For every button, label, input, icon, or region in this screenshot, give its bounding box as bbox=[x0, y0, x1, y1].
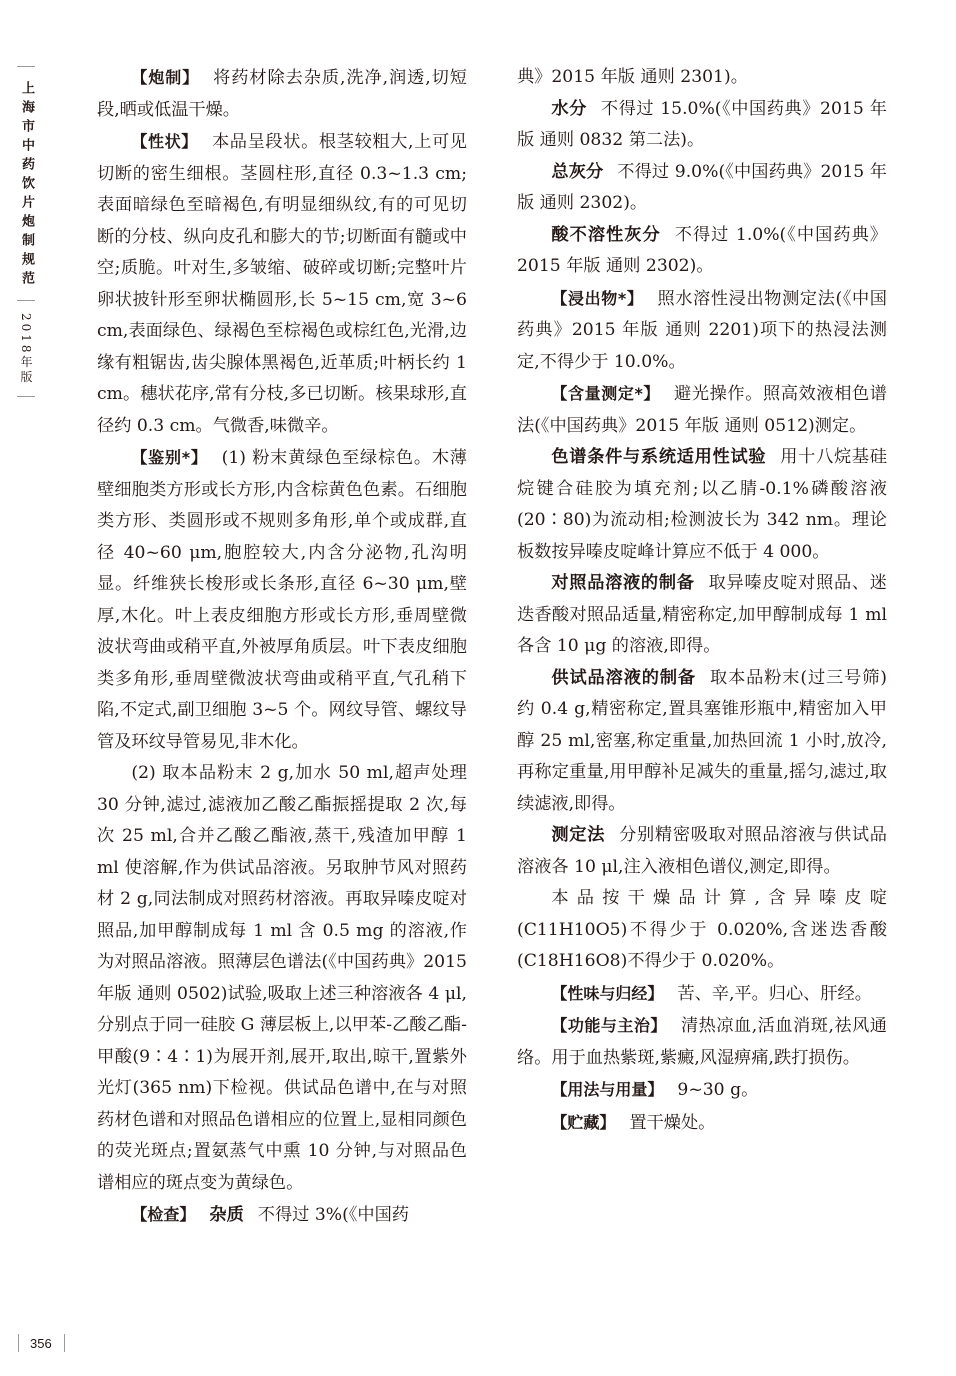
paragraph-processing bbox=[97, 62, 467, 126]
paragraph-text: 置干燥处。 bbox=[629, 1112, 716, 1133]
divider bbox=[17, 300, 35, 301]
section-heading: 【性味与归经】 bbox=[551, 983, 664, 1003]
sub-heading: 色谱条件与系统适用性试验 bbox=[551, 447, 767, 467]
paragraph-continued: 典》2015 年版 通则 2301)。 bbox=[517, 67, 748, 87]
sub-heading: 测定法 bbox=[551, 825, 606, 845]
paragraph-chromatography bbox=[517, 442, 887, 568]
book-title: 上海市中药饮片炮制规范 bbox=[19, 81, 34, 290]
paragraph-text: 取本品粉末(过三号筛)约 0.4 g,精密称定,置具塞锥形瓶中,精密加入甲醇 25 ml,密塞,称定重量,加热回流 1 小时,放冷,再称定重量,用甲醇补足减失的重量,摇匀,滤过,取续滤液,即得。 bbox=[517, 667, 887, 814]
paragraph-text: 将药材除去杂质,洗净,润透,切短段,晒或低温干燥。 bbox=[97, 68, 467, 120]
sub-heading: 对照品溶液的制备 bbox=[551, 573, 695, 593]
paragraph-test-solution bbox=[517, 663, 887, 821]
paragraph-text: 不得过 3%(《中国药 bbox=[257, 1205, 409, 1225]
paragraph-text: 不得过 9.0%(《中国药典》2015 年版 通则 2302)。 bbox=[517, 161, 887, 213]
divider bbox=[17, 66, 35, 67]
paragraph-text: 清热凉血,活血消斑,祛风通络。用于血热紫斑,紫癜,风湿痹痛,跌打损伤。 bbox=[517, 1016, 887, 1068]
paragraph-content: 本品按干燥品计算,含异嗪皮啶(C11H10O5)不得少于 0.020%,含迷迭香酸(C18H16O8)不得少于 0.020%。 bbox=[517, 888, 887, 971]
paragraph-storage bbox=[517, 1107, 887, 1140]
paragraph-text: 9~30 g。 bbox=[677, 1080, 759, 1100]
divider bbox=[17, 396, 35, 397]
right-column bbox=[517, 62, 887, 1139]
paragraph-text: 取异嗪皮啶对照品、迷迭香酸对照品适量,精密称定,加甲醇制成每 1 ml 各含 10 μg 的溶液,即得。 bbox=[517, 573, 887, 656]
paragraph-acid-ash bbox=[517, 220, 887, 283]
page-number: 356 bbox=[30, 1336, 52, 1351]
paragraph-text: 本品呈段状。根茎较粗大,上可见切断的密生细根。茎圆柱形,直径 0.3~1.3 cm;表面暗绿色至暗褐色,有明显细纵纹,有的可见切断的分枝、纵向皮孔和膨大的节;切断面有髓或中空;质脆。叶对生,多皱缩、破碎或切断;完整叶片卵状披针形至卵状椭圆形,长 5~15 cm,宽 3~6 cm,表面绿色、绿褐色至棕褐色或棕红色,光滑,边缘有粗锯齿,齿尖腺体黑褐色,近革质;叶柄长约 1 cm。穗状花序,常有分枝,多已切断。核果球形,直径约 0.3 cm。气微香,味微辛。 bbox=[97, 132, 467, 436]
paragraph-total-ash bbox=[517, 157, 887, 220]
running-header bbox=[14, 66, 38, 397]
section-heading: 【功能与主治】 bbox=[551, 1016, 667, 1035]
sub-heading: 总灰分 bbox=[551, 161, 604, 182]
paragraph-assay bbox=[517, 378, 887, 442]
sub-heading: 杂质 bbox=[209, 1205, 244, 1225]
paragraph-tlc: (2) 取本品粉末 2 g,加水 50 ml,超声处理 30 分钟,滤过,滤液加乙酸乙酯振摇提取 2 次,每次 25 ml,合并乙酸乙酯液,蒸干,残渣加甲醇 1 ml 使溶解,作为供试品溶液。另取肿节风对照药材 2 g,同法制成对照药材溶液。再取异嗪皮啶对照品,加甲醇制成每 1 ml 含 0.5 mg 的溶液,作为对照品溶液。照薄层色谱法(《中国药典》2015 年版 通则 0502)试验,吸取上述三种溶液各 4 μl,分别点于同一硅胶 G 薄层板上,以甲苯-乙酸乙酯-甲酸(9∶4∶1)为展开剂,展开,取出,晾干,置紫外光灯(365 nm)下检视。供试品色谱中,在与对照药材色谱和对照品色谱相应的位置上,显相同颜色的荧光斑点;置氨蒸气中熏 10 分钟,与对照品色谱相应的斑点变为黄绿色。 bbox=[97, 763, 467, 1193]
section-heading: 【性状】 bbox=[131, 132, 198, 151]
section-heading: 【鉴别*】 bbox=[131, 448, 208, 467]
sub-heading: 酸不溶性灰分 bbox=[551, 224, 661, 245]
paragraph-reference-solution bbox=[517, 568, 887, 663]
section-heading: 【含量测定*】 bbox=[551, 384, 661, 403]
paragraph-inspection bbox=[97, 1199, 467, 1232]
paragraph-text: 不得过 1.0%(《中国药典》2015 年版 通则 2302)。 bbox=[517, 224, 887, 276]
sub-heading: 供试品溶液的制备 bbox=[551, 667, 696, 688]
paragraph-text: 避光操作。照高效液相色谱法(《中国药典》2015 年版 通则 0512)测定。 bbox=[517, 384, 887, 436]
footer-divider bbox=[64, 1334, 65, 1352]
paragraph-text: 分别精密吸取对照品溶液与供试品溶液各 10 μl,注入液相色谱仪,测定,即得。 bbox=[517, 825, 887, 877]
paragraph-text: 苦、辛,平。归心、肝经。 bbox=[677, 983, 872, 1004]
paragraph-description bbox=[97, 126, 467, 442]
paragraph-dosage bbox=[517, 1074, 887, 1107]
paragraph-function bbox=[517, 1010, 887, 1074]
sub-heading: 水分 bbox=[551, 98, 587, 119]
paragraph-text: (1) 粉末黄绿色至绿棕色。木薄壁细胞类方形或长方形,内含棕黄色色素。石细胞类方形、类圆形或不规则多角形,单个或成群,直径 40~60 μm,胞腔较大,内含分泌物,孔沟明显。纤维狭长梭形或长条形,直径 6~30 μm,壁厚,木化。叶上表皮细胞方形或长方形,垂周壁微波状弯曲或稍平直,外被厚角质层。叶下表皮细胞类多角形,垂周壁微波状弯曲或稍平直,气孔稍下陷,不定式,副卫细胞 3~5 个。网纹导管、螺纹导管及环纹导管易见,非木化。 bbox=[97, 448, 467, 752]
section-heading: 【浸出物*】 bbox=[551, 288, 644, 308]
left-column bbox=[97, 62, 467, 1232]
paragraph-identification bbox=[97, 442, 467, 758]
paragraph-procedure bbox=[517, 820, 887, 883]
edition-year: 2018年版 bbox=[19, 313, 33, 386]
footer-divider bbox=[18, 1334, 19, 1352]
section-heading: 【炮制】 bbox=[131, 68, 200, 87]
paragraph-text: 不得过 15.0%(《中国药典》2015 年版 通则 0832 第二法)。 bbox=[517, 98, 887, 150]
paragraph-text: 用十八烷基硅烷键合硅胶为填充剂;以乙腈-0.1%磷酸溶液(20∶80)为流动相;检测波长为 342 nm。理论板数按异嗪皮啶峰计算应不低于 4 000。 bbox=[517, 447, 887, 562]
paragraph-nature bbox=[517, 978, 887, 1011]
paragraph-extract bbox=[517, 283, 887, 379]
section-heading: 【用法与用量】 bbox=[551, 1080, 664, 1099]
section-heading: 【检查】 bbox=[131, 1205, 196, 1224]
paragraph-moisture bbox=[517, 94, 887, 157]
paragraph-text: 照水溶性浸出物测定法(《中国药典》2015 年版 通则 2201)项下的热浸法测定,不得少于 10.0%。 bbox=[517, 288, 887, 372]
section-heading: 【贮藏】 bbox=[551, 1112, 616, 1132]
